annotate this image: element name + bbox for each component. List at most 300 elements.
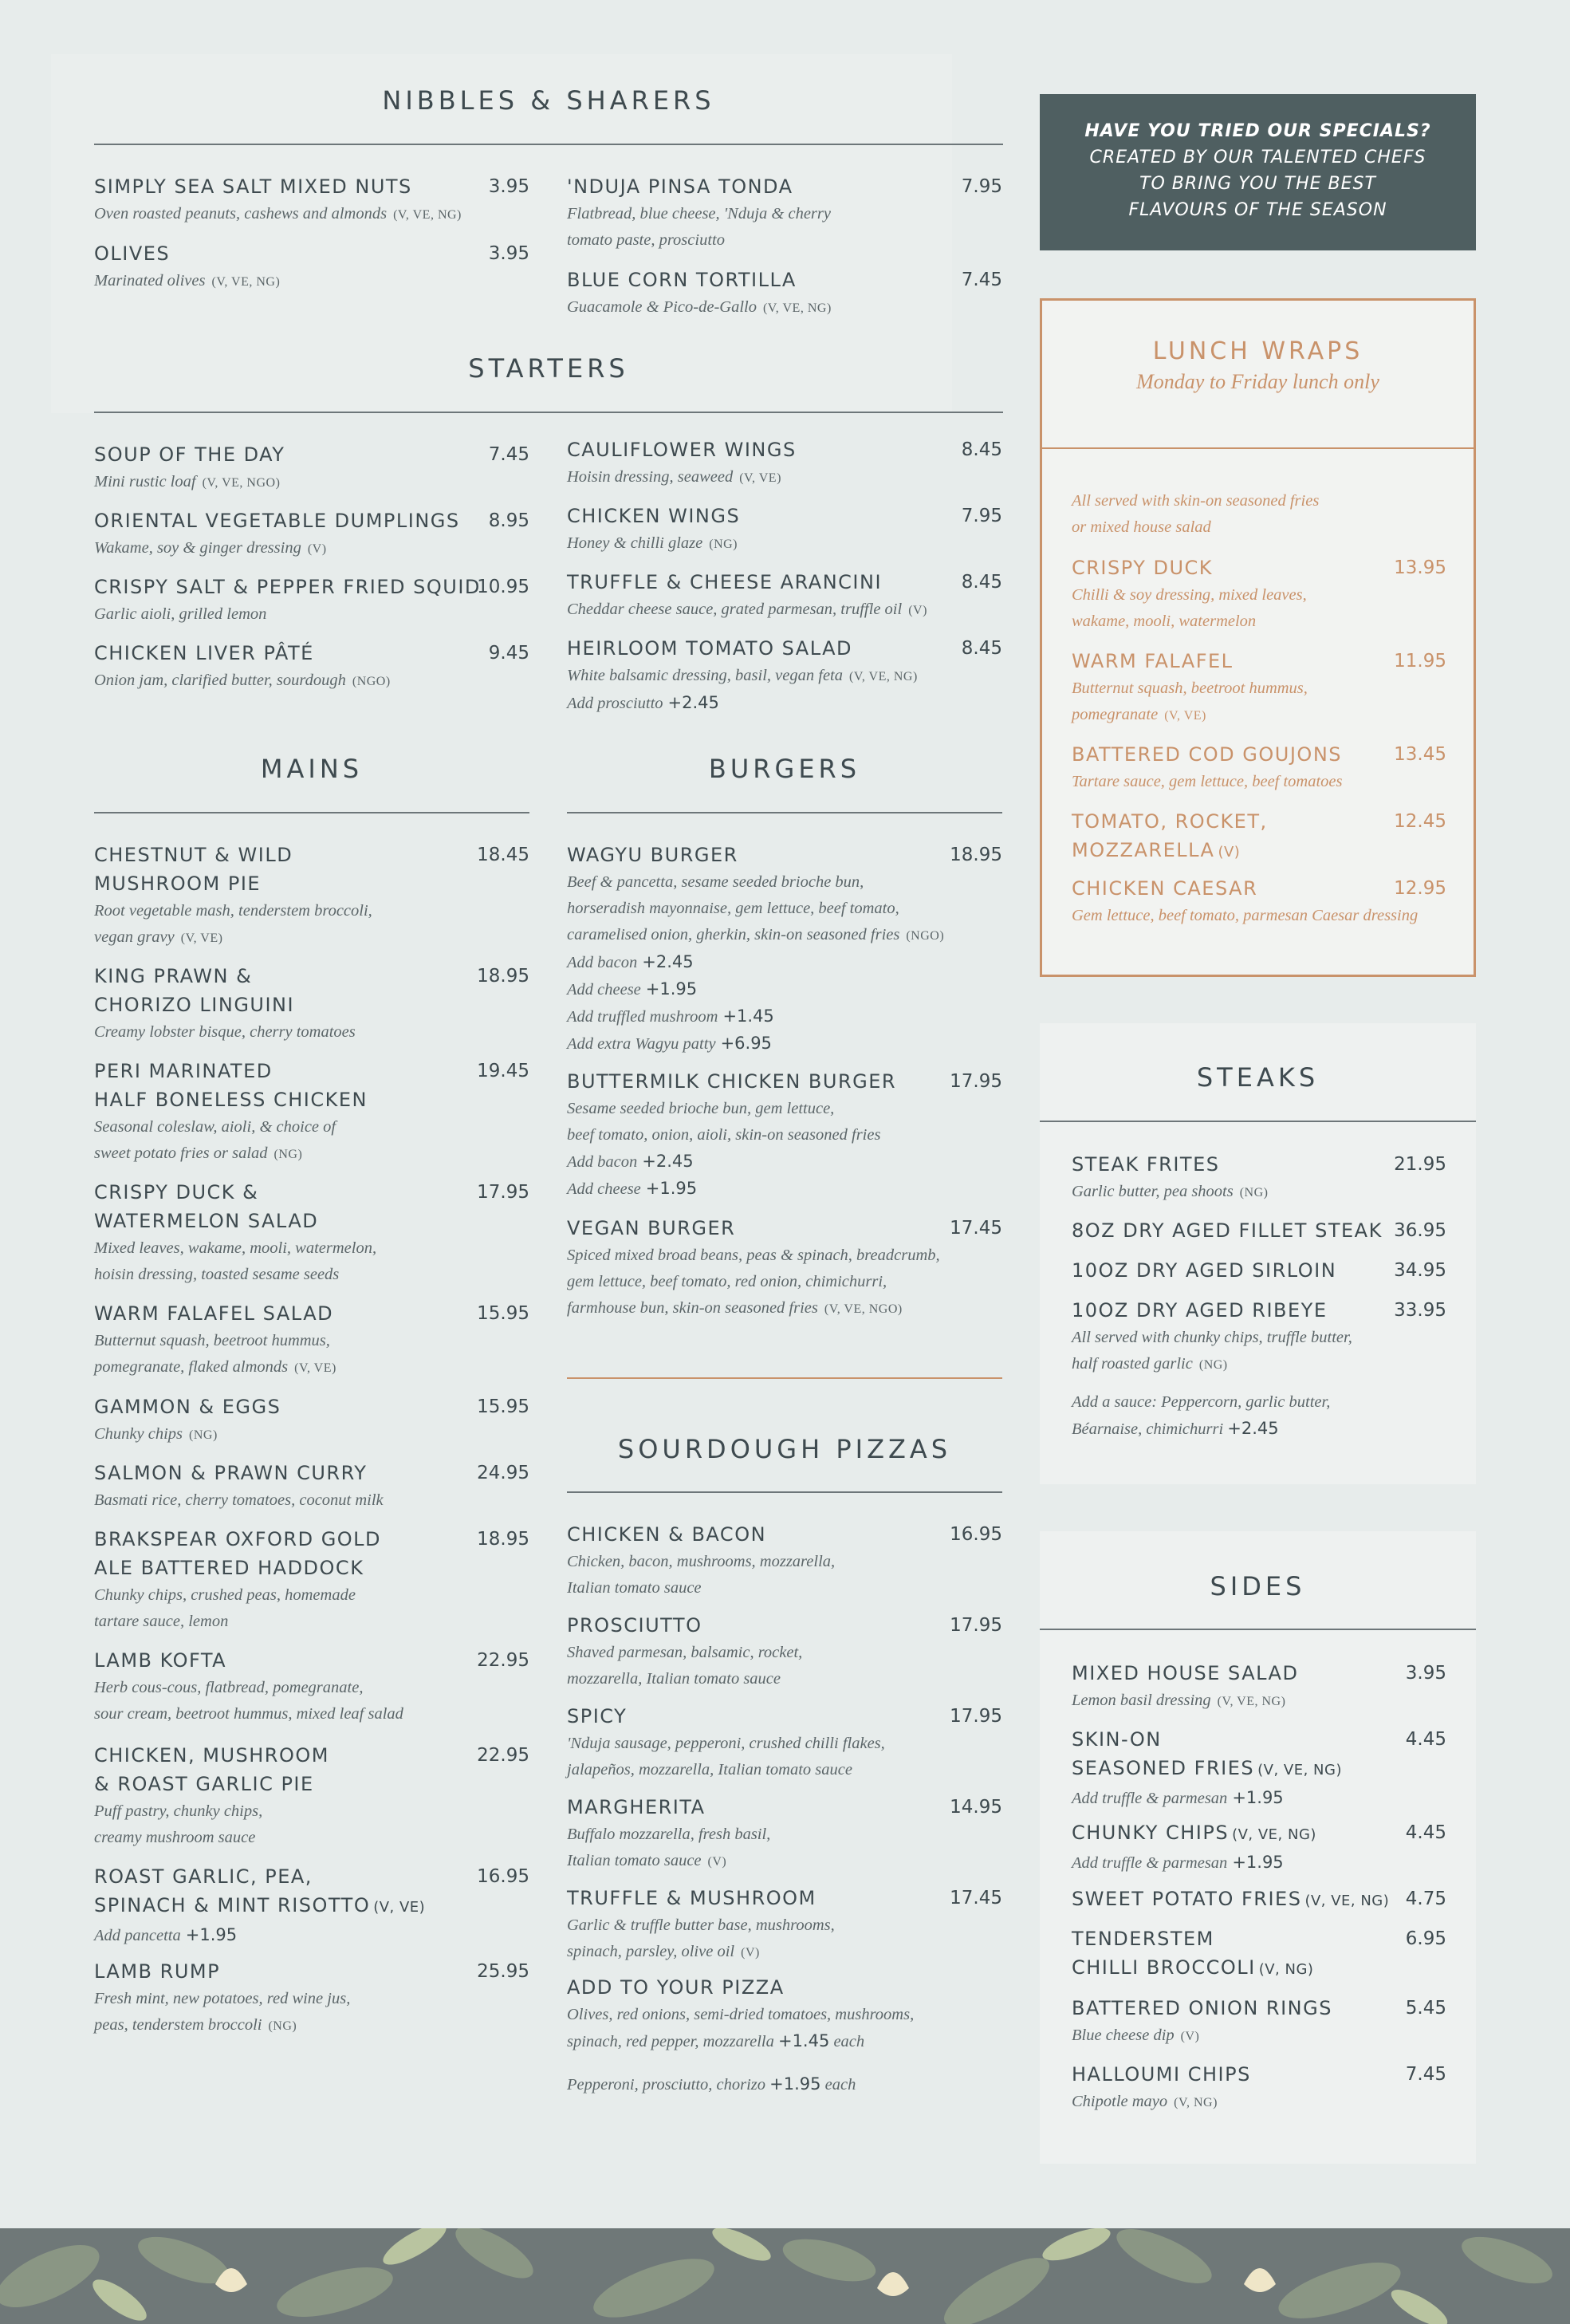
dietary-tags: (NG) xyxy=(273,1148,303,1161)
dietary-tags: (V, VE, NG) xyxy=(1304,1893,1390,1909)
menu-item-description xyxy=(567,530,1002,557)
add-on-label: Add cheese xyxy=(567,1180,641,1198)
pizza-add-ons xyxy=(567,1973,1002,2098)
menu-item-description xyxy=(94,1582,529,1635)
menu-item-name-text: KING PRAWN & CHORIZO LINGUINI xyxy=(94,965,295,1016)
menu-item-add-on xyxy=(567,1148,1002,1176)
menu-item-price: 18.95 xyxy=(950,845,1002,865)
menu-item-name xyxy=(94,1957,529,1986)
add-on-price: +6.95 xyxy=(720,1034,772,1053)
menu-item-name xyxy=(94,1459,529,1487)
menu-item-description xyxy=(94,1986,529,2039)
menu-item-name xyxy=(94,1178,529,1235)
menu-item-price: 4.75 xyxy=(1405,1889,1446,1909)
menu-item-price: 36.95 xyxy=(1394,1220,1446,1241)
menu-item-name xyxy=(567,435,1002,464)
nibbles-title: NIBBLES & SHARERS xyxy=(382,85,715,116)
menu-item-name-text: SOUP OF THE DAY xyxy=(94,443,285,466)
menu-item-description-text: Fresh mint, new potatoes, red wine jus, peas, tenderstem broccoli xyxy=(94,1990,351,2034)
dietary-tags: (NG) xyxy=(709,538,738,551)
menu-item-price: 19.45 xyxy=(477,1061,529,1081)
menu-item-name xyxy=(1072,1994,1446,2023)
menu-item-name-text: ORIENTAL VEGETABLE DUMPLINGS xyxy=(94,510,460,532)
menu-item-description xyxy=(94,1675,529,1727)
menu-item-add-on xyxy=(567,690,1002,717)
menu-item-name-text: CRISPY SALT & PEPPER FRIED SQUID xyxy=(94,576,481,598)
menu-item xyxy=(567,502,1002,557)
menu-item xyxy=(567,1702,1002,1783)
menu-item xyxy=(94,1525,529,1635)
lunch-wraps-title: LUNCH WRAPS xyxy=(1152,337,1363,365)
add-on-price: +2.45 xyxy=(642,952,694,971)
menu-item-name-text: HALLOUMI CHIPS xyxy=(1072,2063,1251,2086)
menu-item-name-text: CAULIFLOWER WINGS xyxy=(567,439,797,461)
add-on-label: Add cheese xyxy=(567,981,641,999)
menu-item-description xyxy=(567,1731,1002,1783)
menu-item-name xyxy=(94,1057,529,1114)
menu-item-add-on xyxy=(94,1922,529,1949)
dietary-tags: (V) xyxy=(741,1946,760,1960)
menu-item-description xyxy=(1072,769,1446,795)
menu-item-price: 6.95 xyxy=(1405,1928,1446,1949)
dietary-tags: (V) xyxy=(707,1855,727,1869)
lunch-wraps-subtitle: Monday to Friday lunch only xyxy=(1136,370,1379,393)
menu-item-name xyxy=(94,962,529,1019)
mains-divider xyxy=(94,812,529,813)
menu-item xyxy=(1072,1296,1446,1378)
menu-item xyxy=(1072,807,1446,867)
pizza-add-ons-title: ADD TO YOUR PIZZA xyxy=(567,1976,785,1999)
add-on-price: +2.45 xyxy=(642,1152,694,1171)
menu-item xyxy=(94,1057,529,1168)
menu-item-price: 22.95 xyxy=(477,1650,529,1671)
add-on-price: +1.95 xyxy=(1232,1788,1284,1807)
menu-item-name-text: TOMATO, ROCKET, MOZZARELLA xyxy=(1072,810,1268,861)
menu-item-price: 18.45 xyxy=(477,845,529,865)
menu-item-name-text: OLIVES xyxy=(94,242,171,265)
menu-item-price: 11.95 xyxy=(1394,651,1446,672)
menu-item-description xyxy=(94,668,529,695)
dietary-tags: (V, VE, NGO) xyxy=(202,476,281,490)
menu-item-name xyxy=(1072,647,1446,676)
menu-item-price: 3.95 xyxy=(488,176,529,197)
sides-title: SIDES xyxy=(1210,1571,1306,1601)
menu-item-price: 18.95 xyxy=(477,1529,529,1550)
menu-item-price: 7.95 xyxy=(961,506,1002,526)
menu-item-description xyxy=(567,464,1002,491)
menu-item-description-text: Spiced mixed broad beans, peas & spinach, breadcrumb, gem lettuce, beef tomato, red onion, chimichurri, farmhouse bun, skin-on seasoned fries xyxy=(567,1247,940,1317)
steaks-title: STEAKS xyxy=(1196,1062,1320,1093)
menu-item-name-text: MIXED HOUSE SALAD xyxy=(1072,1662,1299,1684)
menu-item-description xyxy=(567,1096,1002,1148)
add-on-label: Add bacon xyxy=(567,1153,638,1171)
menu-item-description-text: Chunky chips xyxy=(94,1425,183,1443)
menu-item-name xyxy=(567,841,1002,869)
lunch-wraps-intro xyxy=(1072,488,1454,541)
menu-item-description-text: Cheddar cheese sauce, grated parmesan, truffle oil xyxy=(567,601,903,618)
menu-item-name-text: SIMPLY SEA SALT MIXED NUTS xyxy=(94,175,412,198)
menu-item-name xyxy=(1072,553,1446,582)
steaks-divider xyxy=(1040,1121,1476,1122)
menu-item-description xyxy=(94,268,529,295)
lunch-wraps-intro-text: All served with skin-on seasoned fries or mixed house salad xyxy=(1072,492,1320,536)
menu-item xyxy=(94,1178,529,1288)
menu-item-name xyxy=(567,1520,1002,1549)
lunch-wraps-header xyxy=(1042,301,1474,449)
menu-item-description-text: Butternut squash, beetroot hummus, pomegranate xyxy=(1072,679,1308,723)
menu-item xyxy=(94,1862,529,1949)
menu-item-description xyxy=(1072,676,1446,729)
dietary-tags: (V, VE) xyxy=(180,932,223,945)
pizzas-divider xyxy=(567,1491,1002,1493)
menu-item-add-on xyxy=(567,1176,1002,1203)
menu-item-name-text: VEGAN BURGER xyxy=(567,1217,736,1239)
menu-item-description xyxy=(94,1114,529,1168)
menu-item-price: 5.45 xyxy=(1405,1998,1446,2019)
menu-item-name xyxy=(567,172,1002,201)
menu-item xyxy=(94,1957,529,2039)
menu-item xyxy=(567,568,1002,624)
menu-item xyxy=(94,1459,529,1514)
menu-item xyxy=(567,1214,1002,1322)
dietary-tags: (NG) xyxy=(268,2019,297,2033)
steaks-sauce xyxy=(1072,1389,1446,1443)
menu-item-price: 8.45 xyxy=(961,439,1002,460)
menu-item-description xyxy=(1072,1688,1446,1715)
menu-item-name xyxy=(94,639,529,668)
menu-item-name-text: LAMB RUMP xyxy=(94,1960,221,1983)
burgers-title: BURGERS xyxy=(708,754,861,784)
menu-item-description-text: Beef & pancetta, sesame seeded brioche bun, horseradish mayonnaise, gem lettuce, beef tomato, caramelised onion, gherkin, skin-on seasoned fries xyxy=(567,873,900,943)
menu-item xyxy=(1072,1994,1446,2050)
menu-item xyxy=(1072,1924,1446,1984)
menu-item xyxy=(567,266,1002,321)
dietary-tags: (V, VE) xyxy=(1164,709,1206,723)
menu-item-description-text: Chicken, bacon, mushrooms, mozzarella, Italian tomato sauce xyxy=(567,1553,836,1597)
starters-title: STARTERS xyxy=(468,353,629,384)
menu-item-name xyxy=(1072,1725,1446,1785)
menu-item-description-text: Blue cheese dip xyxy=(1072,2027,1175,2044)
menu-item-description-text: Creamy lobster bisque, cherry tomatoes xyxy=(94,1023,356,1041)
menu-item-description xyxy=(1072,1325,1446,1378)
menu-item-name-text: LAMB KOFTA xyxy=(94,1649,227,1672)
menu-item-name-text: CHICKEN WINGS xyxy=(567,505,741,527)
menu-item-name-text: BATTERED COD GOUJONS xyxy=(1072,743,1342,766)
menu-item-name-text: TRUFFLE & MUSHROOM xyxy=(567,1887,816,1909)
menu-item-description-text: Herb cous-cous, flatbread, pomegranate, sour cream, beetroot hummus, mixed leaf salad xyxy=(94,1679,403,1723)
menu-item-name-text: TRUFFLE & CHEESE ARANCINI xyxy=(567,571,883,593)
specials-line-1: HAVE YOU TRIED OUR SPECIALS? xyxy=(1084,121,1431,141)
menu-item-name xyxy=(94,1392,529,1421)
pizza-add-ons-price-1: +1.45 xyxy=(777,2031,830,2050)
menu-item xyxy=(567,841,1002,1058)
menu-item-name xyxy=(567,1067,1002,1096)
specials-line-2: CREATED BY OUR TALENTED CHEFS xyxy=(1089,148,1426,167)
menu-item-description-text: Onion jam, clarified butter, sourdough xyxy=(94,672,346,689)
menu-item-description xyxy=(567,1912,1002,1966)
menu-item-name-text: CHICKEN LIVER PÂTÉ xyxy=(94,642,314,664)
menu-item-name xyxy=(94,506,529,535)
menu-item-price: 15.95 xyxy=(477,1303,529,1324)
menu-item xyxy=(567,634,1002,717)
menu-item-description-text: Shaved parmesan, balsamic, rocket, mozzarella, Italian tomato sauce xyxy=(567,1644,803,1688)
dietary-tags: (V, VE) xyxy=(294,1361,336,1375)
menu-item-name xyxy=(94,1299,529,1328)
add-on-price: +2.45 xyxy=(667,693,719,712)
menu-item xyxy=(567,1611,1002,1692)
menu-item-price: 13.45 xyxy=(1394,744,1446,765)
dietary-tags: (V, VE, NG) xyxy=(1217,1695,1286,1708)
menu-item-description-text: Tartare sauce, gem lettuce, beef tomatoes xyxy=(1072,773,1343,790)
menu-item-description xyxy=(1072,2023,1446,2050)
menu-item-name-text: 8OZ DRY AGED FILLET STEAK xyxy=(1072,1219,1383,1242)
menu-item-price: 7.45 xyxy=(961,270,1002,290)
menu-item-description-text: Mixed leaves, wakame, mooli, watermelon, hoisin dressing, toasted sesame seeds xyxy=(94,1239,377,1283)
menu-item-name xyxy=(567,1611,1002,1640)
dietary-tags: (V, VE, NGO) xyxy=(824,1302,903,1316)
menu-item-name xyxy=(1072,874,1446,903)
menu-item xyxy=(567,172,1002,254)
menu-item-description-text: Wakame, soy & ginger dressing xyxy=(94,539,301,557)
menu-item-name-text: 'NDUJA PINSA TONDA xyxy=(567,175,793,198)
menu-item-name-text: CHICKEN & BACON xyxy=(567,1523,767,1546)
menu-item xyxy=(567,1884,1002,1966)
add-on-price: +1.45 xyxy=(722,1006,774,1026)
dietary-tags: (V, VE, NG) xyxy=(1257,1762,1342,1778)
menu-item-description xyxy=(94,1798,529,1851)
menu-item-name xyxy=(1072,1216,1446,1245)
menu-item-description-text: Mini rustic loaf xyxy=(94,473,196,490)
menu-item-price: 14.95 xyxy=(950,1797,1002,1818)
menu-item-name xyxy=(1072,807,1446,867)
menu-item xyxy=(1072,1725,1446,1812)
dietary-tags: (V, VE) xyxy=(373,1899,426,1916)
menu-item-description xyxy=(94,1487,529,1514)
specials-banner xyxy=(1040,94,1476,250)
menu-item-description xyxy=(567,1640,1002,1692)
menu-item-name-text: TENDERSTEM CHILLI BROCCOLI xyxy=(1072,1928,1256,1979)
menu-item-name xyxy=(94,1646,529,1675)
menu-item-add-on xyxy=(567,1030,1002,1058)
menu-item-description-text: White balsamic dressing, basil, vegan feta xyxy=(567,667,843,684)
menu-item-price: 12.95 xyxy=(1394,878,1446,899)
add-on-price: +1.95 xyxy=(645,1179,698,1198)
menu-item-price: 17.95 xyxy=(477,1182,529,1203)
menu-item-description-text: Root vegetable mash, tenderstem broccoli, vegan gravy xyxy=(94,902,372,946)
nibbles-divider xyxy=(94,144,1003,145)
starters-divider xyxy=(94,412,1003,413)
dietary-tags: (V, VE) xyxy=(739,471,781,485)
menu-item-name-text: ROAST GARLIC, PEA, SPINACH & MINT RISOTTO xyxy=(94,1865,371,1916)
menu-item-name xyxy=(94,172,529,201)
menu-item-description-text: Hoisin dressing, seaweed xyxy=(567,468,734,486)
menu-item xyxy=(94,172,529,228)
floral-pattern-graphic xyxy=(0,2228,1570,2324)
menu-item xyxy=(1072,1659,1446,1715)
pizza-add-ons-desc-2: spinach, red pepper, mozzarella xyxy=(567,2033,774,2050)
dietary-tags: (V, NG) xyxy=(1258,1961,1314,1978)
menu-item-description xyxy=(1072,903,1446,929)
menu-item-description xyxy=(567,1243,1002,1322)
menu-item-name xyxy=(94,1862,529,1922)
menu-item-description-text: Chipotle mayo xyxy=(1072,2093,1168,2110)
menu-item-name xyxy=(94,1525,529,1582)
menu-item-name xyxy=(1072,1924,1446,1984)
menu-item-description-text: Marinated olives xyxy=(94,272,206,290)
menu-item xyxy=(94,639,529,695)
steaks-sauce-price: +2.45 xyxy=(1227,1419,1279,1438)
menu-item-description xyxy=(567,201,1002,254)
add-on-label: Add truffled mushroom xyxy=(567,1008,718,1026)
menu-item-price: 4.45 xyxy=(1405,1822,1446,1843)
menu-item-name xyxy=(94,841,529,898)
dietary-tags: (NGO) xyxy=(352,675,391,688)
menu-item-price: 3.95 xyxy=(488,243,529,264)
menu-item-description xyxy=(567,869,1002,949)
menu-item-name-text: PROSCIUTTO xyxy=(567,1614,702,1637)
menu-item-price: 3.95 xyxy=(1405,1663,1446,1684)
menu-item-description xyxy=(567,663,1002,690)
menu-item xyxy=(1072,1256,1446,1285)
dietary-tags: (V) xyxy=(307,542,327,556)
menu-item-description-text: Garlic & truffle butter base, mushrooms, spinach, parsley, olive oil xyxy=(567,1916,835,1960)
menu-item-name xyxy=(567,1884,1002,1912)
menu-item xyxy=(1072,740,1446,795)
menu-item-description-text: Buffalo mozzarella, fresh basil, Italian tomato sauce xyxy=(567,1826,771,1869)
menu-item xyxy=(567,1793,1002,1875)
menu-item-description xyxy=(94,1235,529,1288)
menu-item-description-text: Chunky chips, crushed peas, homemade tartare sauce, lemon xyxy=(94,1586,356,1630)
menu-item-name-text: GAMMON & EGGS xyxy=(94,1396,281,1418)
menu-item xyxy=(1072,1818,1446,1877)
menu-item xyxy=(1072,647,1446,729)
menu-item xyxy=(94,440,529,496)
dietary-tags: (NGO) xyxy=(906,929,945,943)
menu-item xyxy=(1072,553,1446,635)
menu-item-description xyxy=(1072,2089,1446,2116)
add-on-label: Add pancetta xyxy=(94,1927,181,1944)
menu-item-description xyxy=(1072,1179,1446,1206)
menu-item xyxy=(1072,1216,1446,1245)
steaks-sauce-text: Add a sauce: Peppercorn, garlic butter, Béarnaise, chimichurri xyxy=(1072,1393,1331,1438)
menu-item-name xyxy=(567,1702,1002,1731)
menu-item-description xyxy=(94,201,529,228)
menu-item-name-text: HEIRLOOM TOMATO SALAD xyxy=(567,637,853,660)
menu-item-price: 16.95 xyxy=(950,1524,1002,1545)
menu-item-name xyxy=(1072,2060,1446,2089)
menu-item-name-text: STEAK FRITES xyxy=(1072,1153,1220,1176)
menu-item xyxy=(94,239,529,295)
menu-item-description xyxy=(94,1421,529,1448)
menu-item-price: 21.95 xyxy=(1394,1154,1446,1175)
menu-item-description xyxy=(567,1822,1002,1875)
dietary-tags: (V) xyxy=(1218,844,1241,861)
menu-item-name-text: MARGHERITA xyxy=(567,1796,706,1818)
menu-item-price: 8.95 xyxy=(488,510,529,531)
add-on-label: Add bacon xyxy=(567,954,638,971)
menu-item-price: 33.95 xyxy=(1394,1300,1446,1321)
menu-item-description xyxy=(567,1549,1002,1601)
menu-item-name xyxy=(567,1214,1002,1243)
pizza-add-ons-each-2: each xyxy=(824,2076,856,2094)
menu-item-description-text: Honey & chilli glaze xyxy=(567,534,703,552)
menu-item-name-text: WARM FALAFEL SALAD xyxy=(94,1302,334,1325)
menu-item xyxy=(567,435,1002,491)
menu-item-name-text: SKIN-ON SEASONED FRIES xyxy=(1072,1728,1255,1779)
menu-item-name xyxy=(1072,1296,1446,1325)
menu-item-description xyxy=(567,597,1002,624)
sides-divider xyxy=(1040,1629,1476,1630)
menu-item-description-text: All served with chunky chips, truffle butter, half roasted garlic xyxy=(1072,1329,1352,1373)
menu-item-price: 12.45 xyxy=(1394,811,1446,832)
menu-item-price: 4.45 xyxy=(1405,1729,1446,1750)
menu-item-name-text: PERI MARINATED HALF BONELESS CHICKEN xyxy=(94,1060,368,1111)
menu-item-price: 18.95 xyxy=(477,966,529,987)
pizza-add-ons-desc: Olives, red onions, semi-dried tomatoes, mushrooms, xyxy=(567,2006,915,2023)
specials-line-3: TO BRING YOU THE BEST xyxy=(1139,174,1376,194)
menu-item-description xyxy=(94,469,529,496)
dietary-tags: (V, VE, NG) xyxy=(211,275,281,289)
menu-item-description xyxy=(94,1328,529,1381)
menu-item-price: 17.45 xyxy=(950,1888,1002,1908)
menu-item xyxy=(567,1520,1002,1601)
menu-item-name-text: CRISPY DUCK & WATERMELON SALAD xyxy=(94,1181,319,1232)
menu-item-description-text: Garlic butter, pea shoots xyxy=(1072,1183,1234,1200)
menu-item-name xyxy=(94,239,529,268)
menu-item-add-on xyxy=(1072,1785,1446,1812)
menu-item-price: 17.95 xyxy=(950,1706,1002,1727)
menu-item-description-text: Basmati rice, cherry tomatoes, coconut milk xyxy=(94,1491,384,1509)
menu-item-name-text: CHESTNUT & WILD MUSHROOM PIE xyxy=(94,844,293,895)
menu-item-description-text: Puff pastry, chunky chips, creamy mushroom sauce xyxy=(94,1802,263,1846)
menu-item xyxy=(94,1392,529,1448)
menu-item-price: 17.95 xyxy=(950,1071,1002,1092)
menu-item-description-text: Garlic aioli, grilled lemon xyxy=(94,605,267,623)
add-on-label: Add truffle & parmesan xyxy=(1072,1854,1228,1872)
dietary-tags: (V, VE, NG) xyxy=(849,670,918,683)
menu-item-price: 13.95 xyxy=(1394,557,1446,578)
menu-item-name xyxy=(1072,740,1446,769)
menu-item-name-text: SWEET POTATO FRIES xyxy=(1072,1888,1302,1910)
menu-item-description xyxy=(567,294,1002,321)
menu-item-name xyxy=(94,573,529,601)
menu-item xyxy=(1072,874,1446,929)
menu-item xyxy=(94,1741,529,1851)
dietary-tags: (NG) xyxy=(1239,1186,1269,1199)
menu-item-price: 22.95 xyxy=(477,1745,529,1766)
menu-item-name xyxy=(1072,1659,1446,1688)
menu-item xyxy=(94,573,529,628)
pizzas-title: SOURDOUGH PIZZAS xyxy=(617,1434,952,1464)
mains-title: MAINS xyxy=(260,754,364,784)
dietary-tags: (NG) xyxy=(1198,1358,1228,1372)
menu-item-price: 7.45 xyxy=(1405,2064,1446,2085)
dietary-tags: (V, NG) xyxy=(1174,2096,1218,2109)
menu-item-description-text: Seasonal coleslaw, aioli, & choice of sweet potato fries or salad xyxy=(94,1118,336,1162)
menu-item-name xyxy=(567,502,1002,530)
menu-item-price: 34.95 xyxy=(1394,1260,1446,1281)
menu-item-price: 8.45 xyxy=(961,572,1002,593)
menu-item-description-text: Chilli & soy dressing, mixed leaves, wakame, mooli, watermelon xyxy=(1072,586,1307,630)
menu-item-price: 7.45 xyxy=(488,444,529,465)
menu-item-description-text: Sesame seeded brioche bun, gem lettuce, beef tomato, onion, aioli, skin-on seasoned fries xyxy=(567,1100,881,1144)
menu-item-price: 24.95 xyxy=(477,1463,529,1483)
menu-item-name-text: BUTTERMILK CHICKEN BURGER xyxy=(567,1070,897,1093)
menu-item-add-on xyxy=(567,1003,1002,1030)
menu-item-name-text: CHICKEN CAESAR xyxy=(1072,877,1258,900)
menu-item-price: 7.95 xyxy=(961,176,1002,197)
menu-item-price: 9.45 xyxy=(488,643,529,664)
